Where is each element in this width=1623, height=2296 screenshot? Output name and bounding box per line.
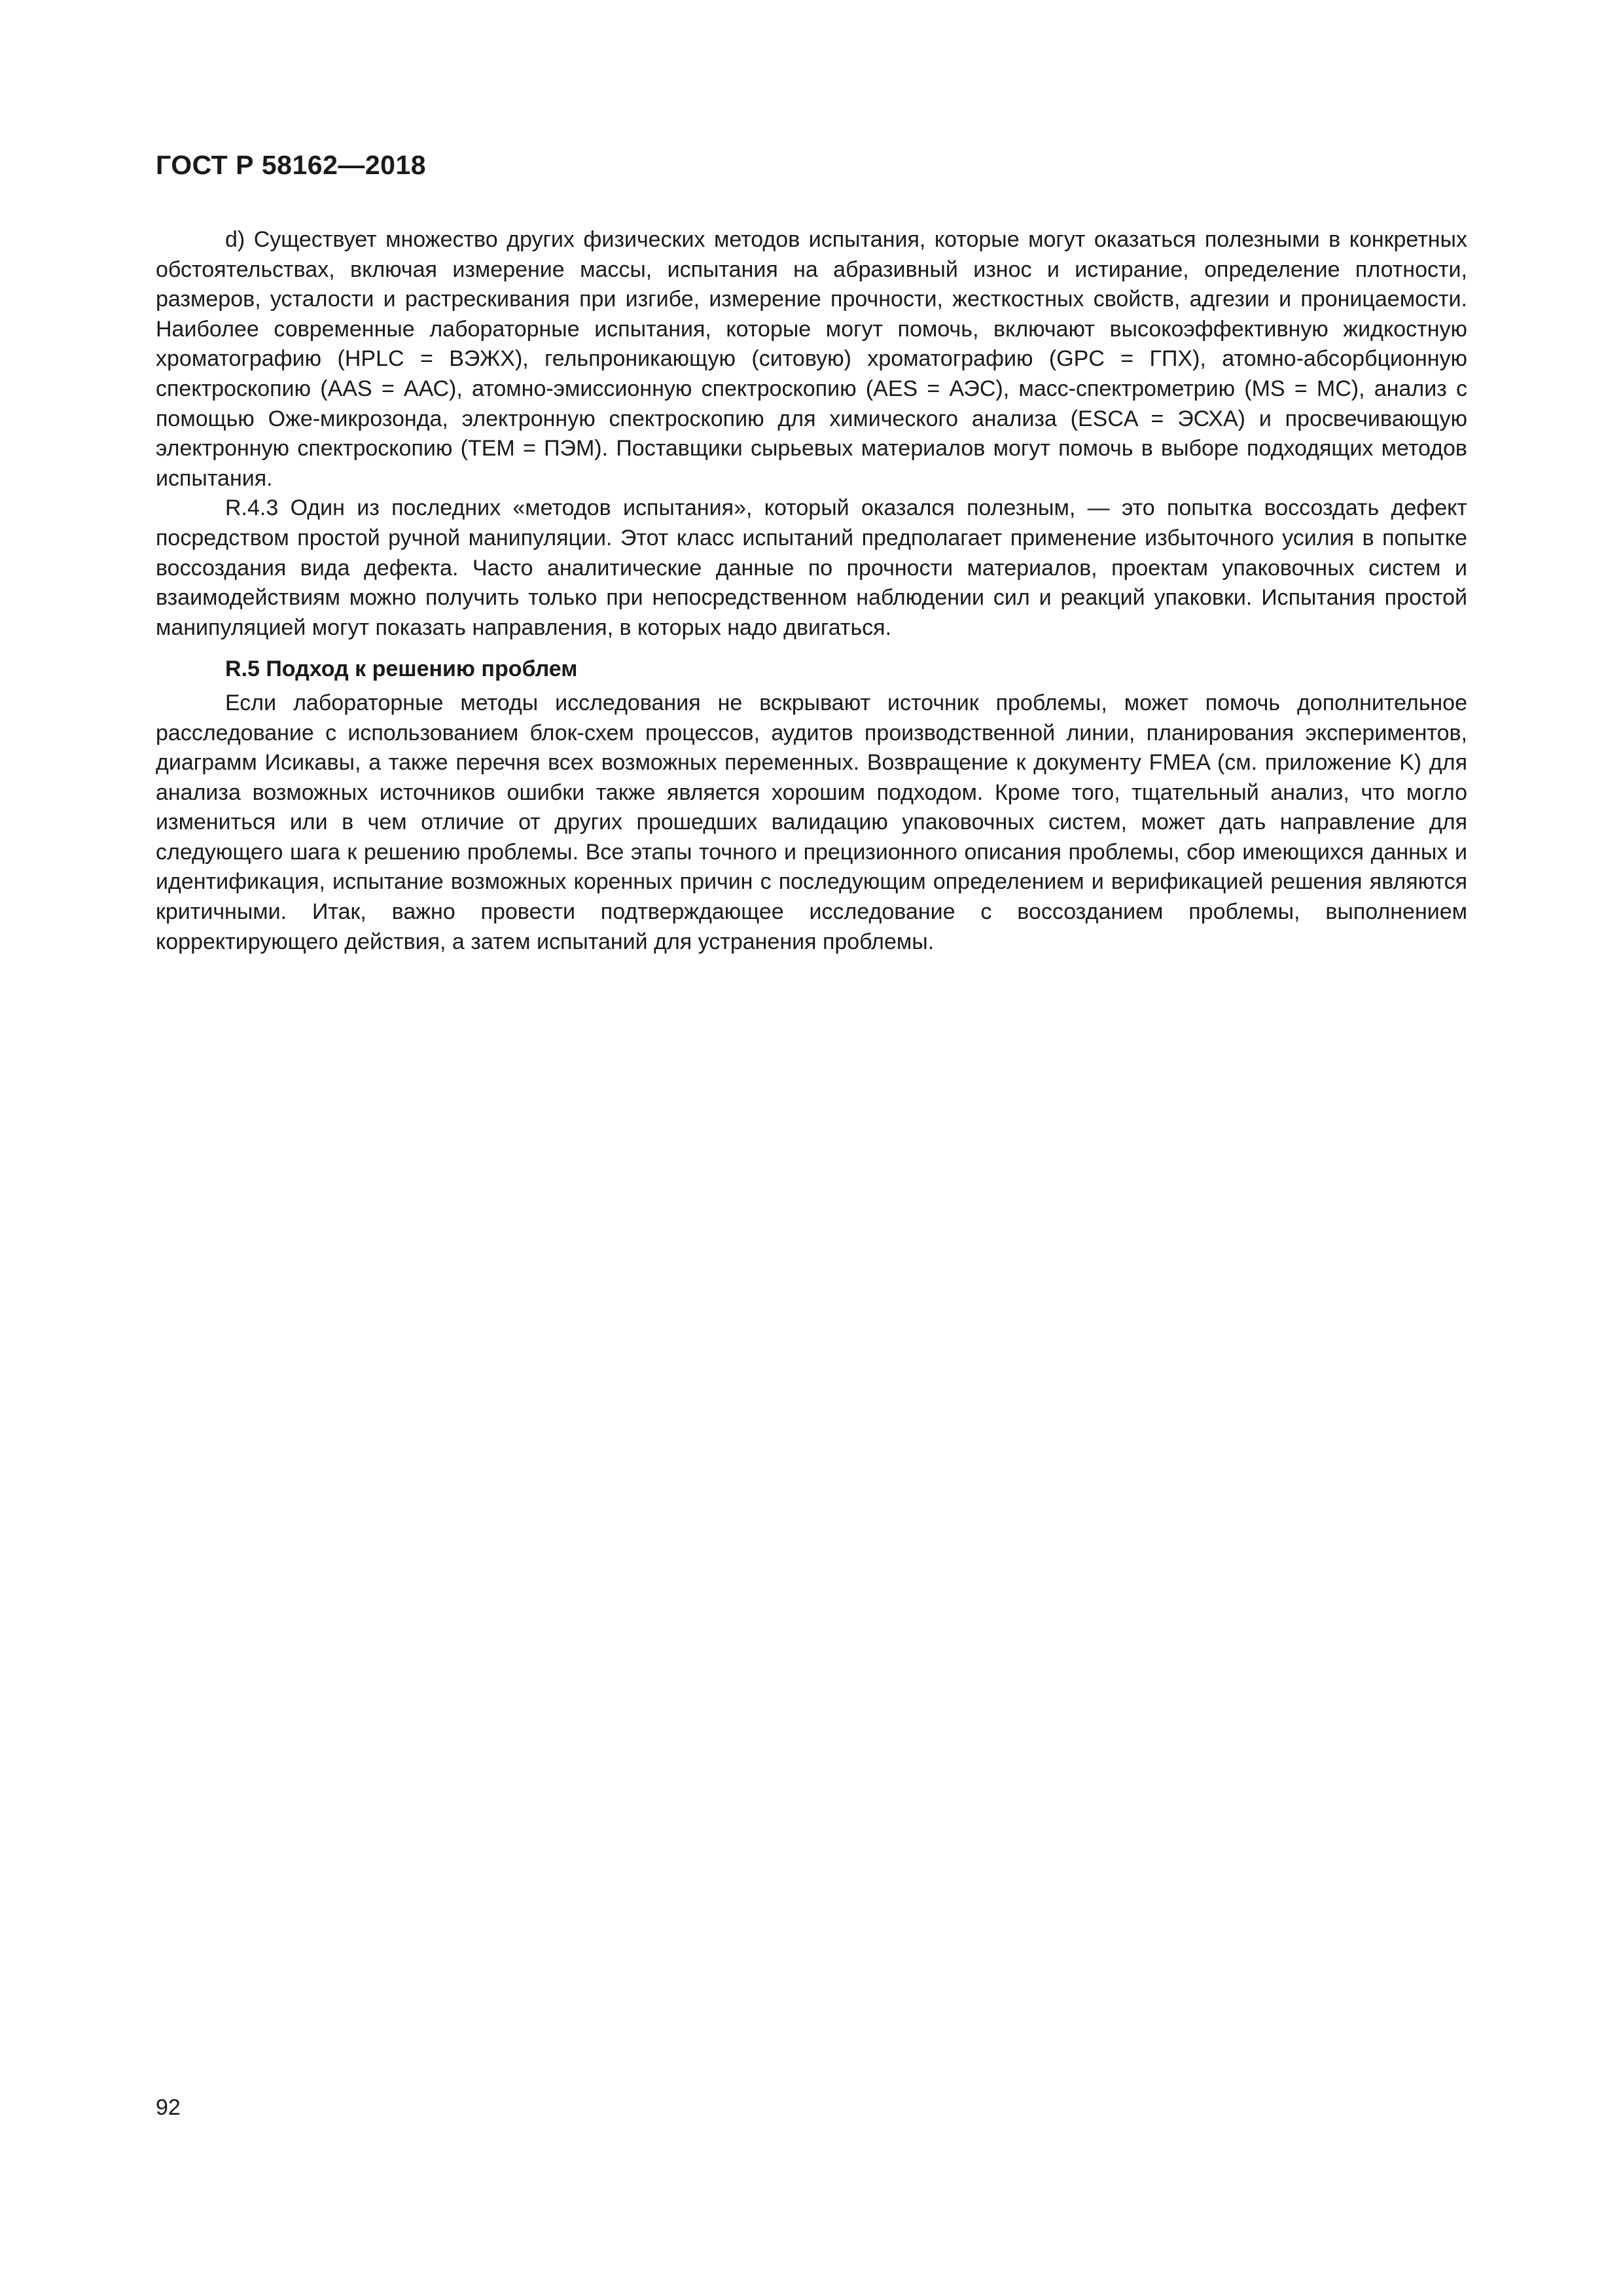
paragraph-d: d) Существует множество других физических методов испытания, которые могут оказаться полезными в конкретных обстоятельствах, включая измерение массы, испытания на абразивный износ и истирание, определение плотности, размеров, усталости и растрескивания при изгибе, измерение прочности, жесткостных свойств, адгезии и проницаемости. Наиболее современные лабораторные испытания, которые могут помочь, включают высокоэффективную жидкостную хроматографию (HPLC = ВЭЖХ), гельпроникающую (ситовую) хроматографию (GPC = ГПХ), атомно-абсорбционную спектроскопию (AAS = ААС), атомно-эмиссионную спектроскопию (AES = АЭС), масс-спектрометрию (MS = МС), анализ с помощью Оже-микрозонда, электронную спектроскопию для химического анализа (ESCA = ЭСХА) и просвечивающую электронную спектроскопию (TEM = ПЭМ). Поставщики сырьевых материалов могут помочь в выборе подходящих методов испытания.: [156, 227, 1467, 491]
page-number: 92: [156, 2095, 181, 2120]
section-heading-r-5: R.5 Подход к решению проблем: [225, 656, 578, 682]
paragraph-r-4-3: R.4.3 Один из последних «методов испытания», который оказался полезным, — это попытка воссоздать дефект посредством простой ручной манипуляции. Этот класс испытаний предполагает применение избыточного усилия в попытке воссоздания вида дефекта. Часто аналитические данные по прочности материалов, проектам упаковочных систем и взаимодействиям можно получить только при непосредственном наблюдении сил и реакций упаковки. Испытания простой манипуляцией могут показать направления, в которых надо двигаться.: [156, 495, 1467, 640]
document-body: [156, 225, 1467, 957]
paragraph-r-5: Если лабораторные методы исследования не вскрывают источник проблемы, может помочь дополнительное расследование с использованием блок-схем процессов, аудитов производственной линии, планирования экспериментов, диаграмм Исикавы, а также перечня всех возможных переменных. Возвращение к документу FMEA (см. приложение K) для анализа возможных источников ошибки также является хорошим подходом. Кроме того, тщательный анализ, что могло измениться или в чем отличие от других прошедших валидацию упаковочных систем, может дать направление для следующего шага к решению проблемы. Все этапы точного и прецизионного описания проблемы, сбор имеющихся данных и идентификация, испытание возможных коренных причин с последующим определением и верификацией решения являются критичными. Итак, важно провести подтверждающее исследование с воссозданием проблемы, выполнением корректирующего действия, а затем испытаний для устранения проблемы.: [156, 690, 1467, 954]
document-header: ГОСТ Р 58162—2018: [156, 150, 427, 180]
